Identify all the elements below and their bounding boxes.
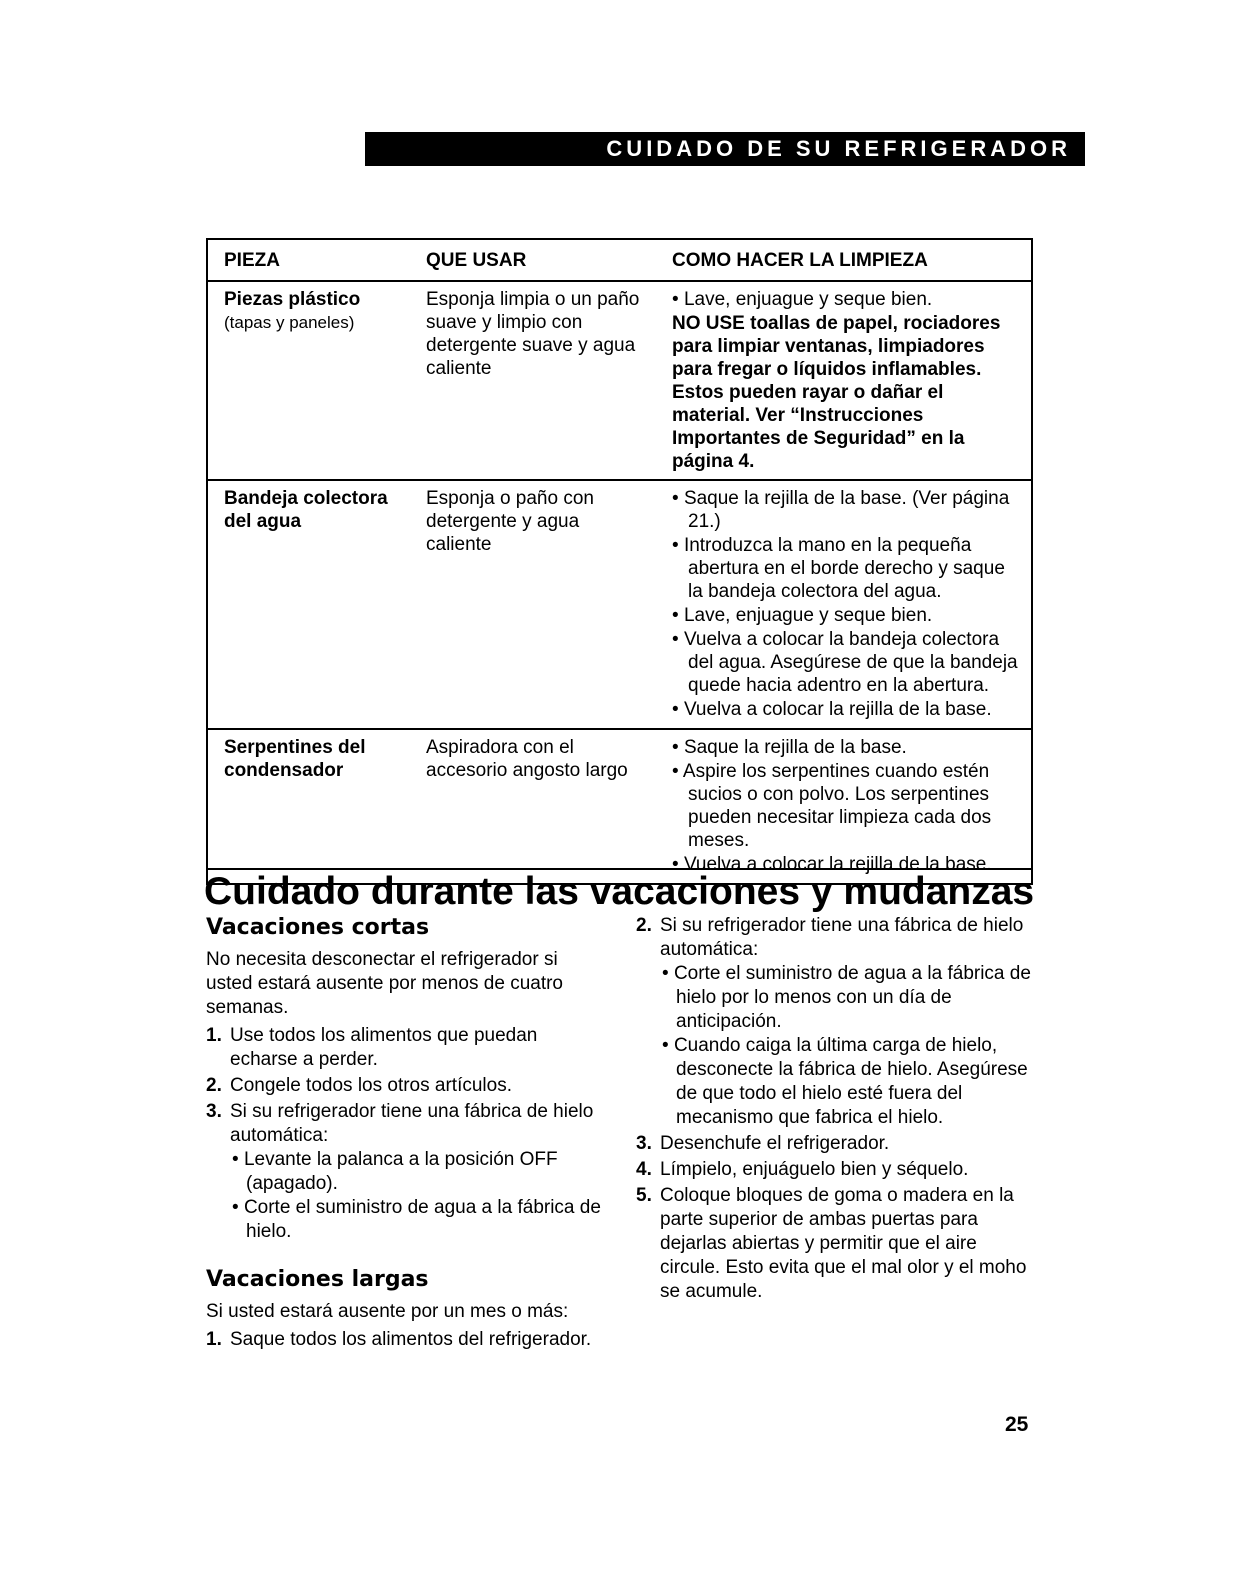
how-list [672,288,1023,311]
step-number: 5. [636,1185,652,1206]
list-item [206,1100,606,1244]
step-text: Si su refrigerador tiene una fábrica de hielo automática: [230,1101,594,1146]
sub-bullet-list [230,1148,606,1244]
long-vacation-steps [206,1328,606,1352]
short-vacation-heading: Vacaciones cortas [206,915,430,940]
how-step: • Saque la rejilla de la base. [672,736,1023,759]
column-header-how: COMO HACER LA LIMPIEZA [672,250,928,271]
cleaning-table [206,238,1033,885]
part-name: Bandeja colectora del agua [224,488,388,532]
list-item [636,1132,1036,1156]
step-number: 4. [636,1159,652,1180]
part-cell [207,480,410,729]
how-list [672,487,1023,721]
long-vacation-intro: Si usted estará ausente por un mes o más: [206,1301,569,1322]
how-list [672,736,1023,876]
page-number: 25 [1005,1413,1029,1436]
safety-warning: NO USE toallas de papel, rociadores para limpiar ventanas, limpiadores para fregar o líquidos inflamables. Estos pueden rayar o dañar el material. Ver “Instrucciones Importantes de Seguridad” en la página 4. [672,313,1001,472]
step-text: Límpielo, enjuáguelo bien y séquelo. [660,1159,969,1180]
step-text: Use todos los alimentos que puedan echarse a perder. [230,1025,538,1070]
step-number: 2. [206,1075,222,1096]
how-step: • Aspire los serpentines cuando estén sucios o con polvo. Los serpentines pueden necesitar limpieza cada dos meses. [672,760,1023,852]
list-item [636,1158,1036,1182]
part-name: Serpentines del condensador [224,737,366,781]
how-step: • Lave, enjuague y seque bien. [672,288,1023,311]
list-item [636,1184,1036,1304]
use-cell: Aspiradora con el accesorio angosto largo [426,737,628,781]
how-step: • Introduzca la mano en la pequeña abertura en el borde derecho y saque la bandeja colectora del agua. [672,534,1023,603]
section-banner: CUIDADO DE SU REFRIGERADOR [365,132,1085,166]
step-text: Desenchufe el refrigerador. [660,1133,890,1154]
short-vacation-intro: No necesita desconectar el refrigerador si usted estará ausente por menos de cuatro semanas. [206,949,564,1018]
sub-bullet: • Levante la palanca a la posición OFF (apagado). [230,1148,606,1196]
use-cell: Esponja limpia o un paño suave y limpio con detergente suave y agua caliente [426,289,640,379]
list-item [206,1024,606,1072]
how-cell [656,729,1032,884]
list-item [206,1328,606,1352]
right-column [636,914,1036,1306]
long-vacation-heading: Vacaciones largas [206,1267,429,1292]
step-text: Coloque bloques de goma o madera en la parte superior de ambas puertas para dejarlas abiertas y permitir que el aire circule. Esto evita que el mal olor y el moho se acumule. [660,1185,1027,1302]
part-note: (tapas y paneles) [224,313,355,332]
list-item [206,1074,606,1098]
step-text: Si su refrigerador tiene una fábrica de hielo automática: [660,915,1024,960]
step-number: 3. [636,1133,652,1154]
use-cell: Esponja o paño con detergente y agua caliente [426,488,594,555]
left-column [206,914,606,1354]
sub-bullet-list [660,962,1036,1130]
table-header-row [207,239,1032,281]
short-vacation-steps [206,1024,606,1244]
step-number: 3. [206,1101,222,1122]
how-step: • Vuelva a colocar la rejilla de la base. [672,698,1023,721]
sub-bullet: • Cuando caiga la última carga de hielo, desconecte la fábrica de hielo. Asegúrese de que todo el hielo esté fuera del mecanismo que fabrica el hielo. [660,1034,1036,1130]
how-step: • Lave, enjuague y seque bien. [672,604,1023,627]
sub-bullet: • Corte el suministro de agua a la fábrica de hielo. [230,1196,606,1244]
column-header-part: PIEZA [224,250,280,271]
how-cell [656,281,1032,480]
how-cell [656,480,1032,729]
step-text: Saque todos los alimentos del refrigerador. [230,1329,592,1350]
sub-bullet: • Corte el suministro de agua a la fábrica de hielo por lo menos con un día de anticipación. [660,962,1036,1034]
how-step: • Vuelva a colocar la rejilla de la base. [672,853,1023,876]
column-header-use: QUE USAR [426,250,527,271]
table-row [207,729,1032,884]
how-step: • Saque la rejilla de la base. (Ver página 21.) [672,487,1023,533]
long-vacation-steps-continued [636,914,1036,1304]
table-row [207,281,1032,480]
part-name: Piezas plástico [224,289,361,310]
step-number: 1. [206,1025,222,1046]
part-cell [207,729,410,884]
step-number: 2. [636,915,652,936]
list-item [636,914,1036,1130]
step-text: Congele todos los otros artículos. [230,1075,512,1096]
table-row [207,480,1032,729]
how-step: • Vuelva a colocar la bandeja colectora del agua. Asegúrese de que la bandeja quede hacia adentro en la abertura. [672,628,1023,697]
step-number: 1. [206,1329,222,1350]
section-title: Cuidado durante las vacaciones y mudanzas [204,870,1035,913]
part-cell [207,281,410,480]
